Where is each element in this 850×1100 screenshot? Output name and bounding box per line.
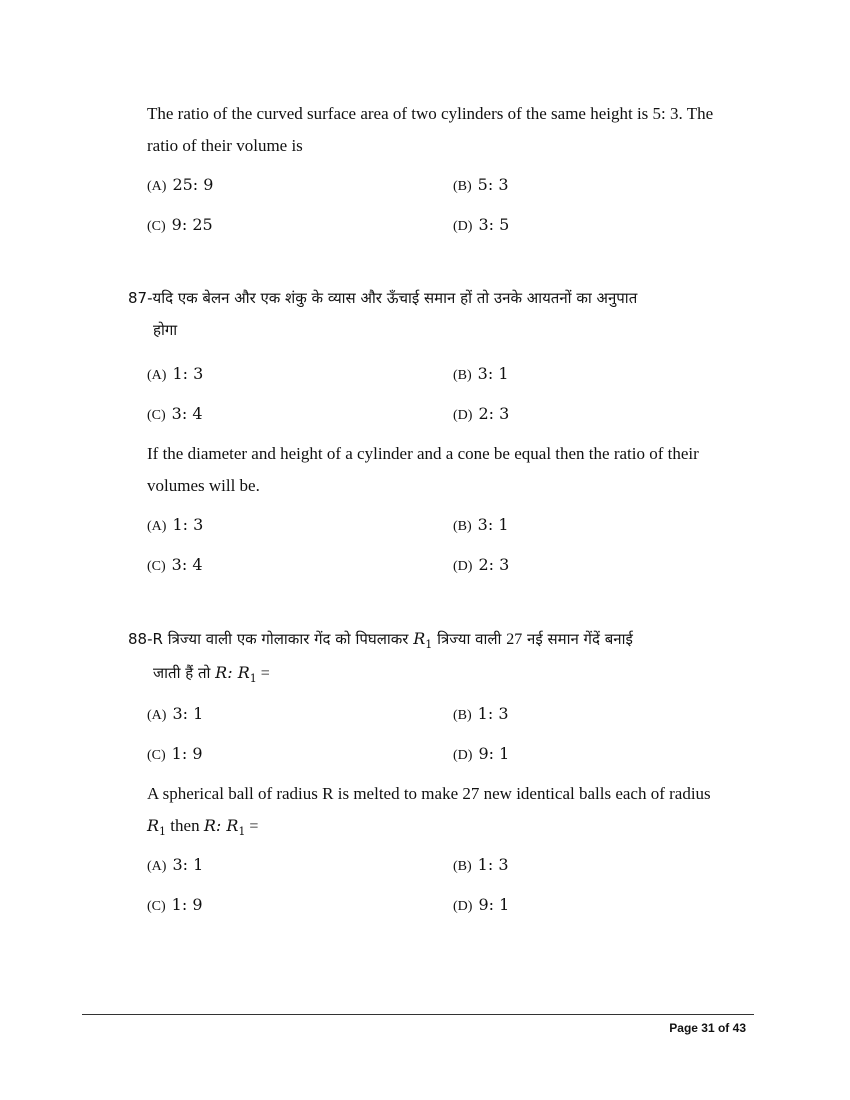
q87-en-option-b: (B) 3: 1	[453, 515, 509, 534]
q86-en-option-b: (B) 5: 3	[453, 175, 509, 194]
q88-hi-option-d: (D) 9: 1	[453, 744, 510, 763]
q88-en-line2: $R_1$ then R: $R_1$ =	[147, 816, 259, 839]
q86-en-line1: The ratio of the curved surface area of two cylinders of the same height is 5: 3. The	[147, 104, 714, 123]
q88-hi-option-b: (B) 1: 3	[453, 704, 509, 723]
q88-hi-option-c: (C) 1: 9	[147, 744, 203, 763]
q88-hi-option-a: (A) 3: 1	[147, 704, 204, 723]
q87-hi-line1: 87-यदि एक बेलन और एक शंकु के व्यास और ऊँचाई समान हों तो उनके आयतनों का अनुपात	[128, 289, 638, 307]
q88-hi-line2: जाती हैं तो R: $R_1$ =	[153, 663, 270, 686]
q88-en-math-r1: $R_1$	[147, 816, 167, 839]
q86-en-line2: ratio of their volume is	[147, 136, 303, 155]
q88-hi-math-ratio: R: $R_1$	[215, 663, 257, 686]
q87-hi-option-d: (D) 2: 3	[453, 404, 510, 423]
page-number: Page 31 of 43	[669, 1021, 746, 1035]
footer-divider	[82, 1014, 754, 1015]
q88-hi-math-r1: $R_1$	[413, 629, 433, 652]
q87-en-line1: If the diameter and height of a cylinder and a cone be equal then the ratio of their	[147, 444, 699, 463]
q87-en-option-a: (A) 1: 3	[147, 515, 204, 534]
q88-en-option-d: (D) 9: 1	[453, 895, 510, 914]
q86-en-option-c: (C) 9: 25	[147, 215, 213, 234]
q87-hi-option-c: (C) 3: 4	[147, 404, 203, 423]
q88-en-math-ratio: R: $R_1$	[203, 816, 246, 839]
q88-en-line1: A spherical ball of radius R is melted to make 27 new identical balls each of radius	[147, 784, 711, 803]
q86-en-option-a: (A) 25: 9	[147, 175, 214, 194]
q88-en-option-b: (B) 1: 3	[453, 855, 509, 874]
q88-en-option-c: (C) 1: 9	[147, 895, 203, 914]
q87-hi-line2: होगा	[153, 321, 178, 339]
q87-hi-option-a: (A) 1: 3	[147, 364, 204, 383]
q88-hi-line1: 88-R त्रिज्या वाली एक गोलाकार गेंद को पिघलाकर $R_1$ त्रिज्या वाली 27 नई समान गेंदें बनाई	[128, 629, 633, 652]
q87-hi-option-b: (B) 3: 1	[453, 364, 509, 383]
q87-en-option-c: (C) 3: 4	[147, 555, 203, 574]
q86-en-option-d: (D) 3: 5	[453, 215, 510, 234]
q87-en-line2: volumes will be.	[147, 476, 260, 495]
q87-en-option-d: (D) 2: 3	[453, 555, 510, 574]
q88-en-option-a: (A) 3: 1	[147, 855, 204, 874]
